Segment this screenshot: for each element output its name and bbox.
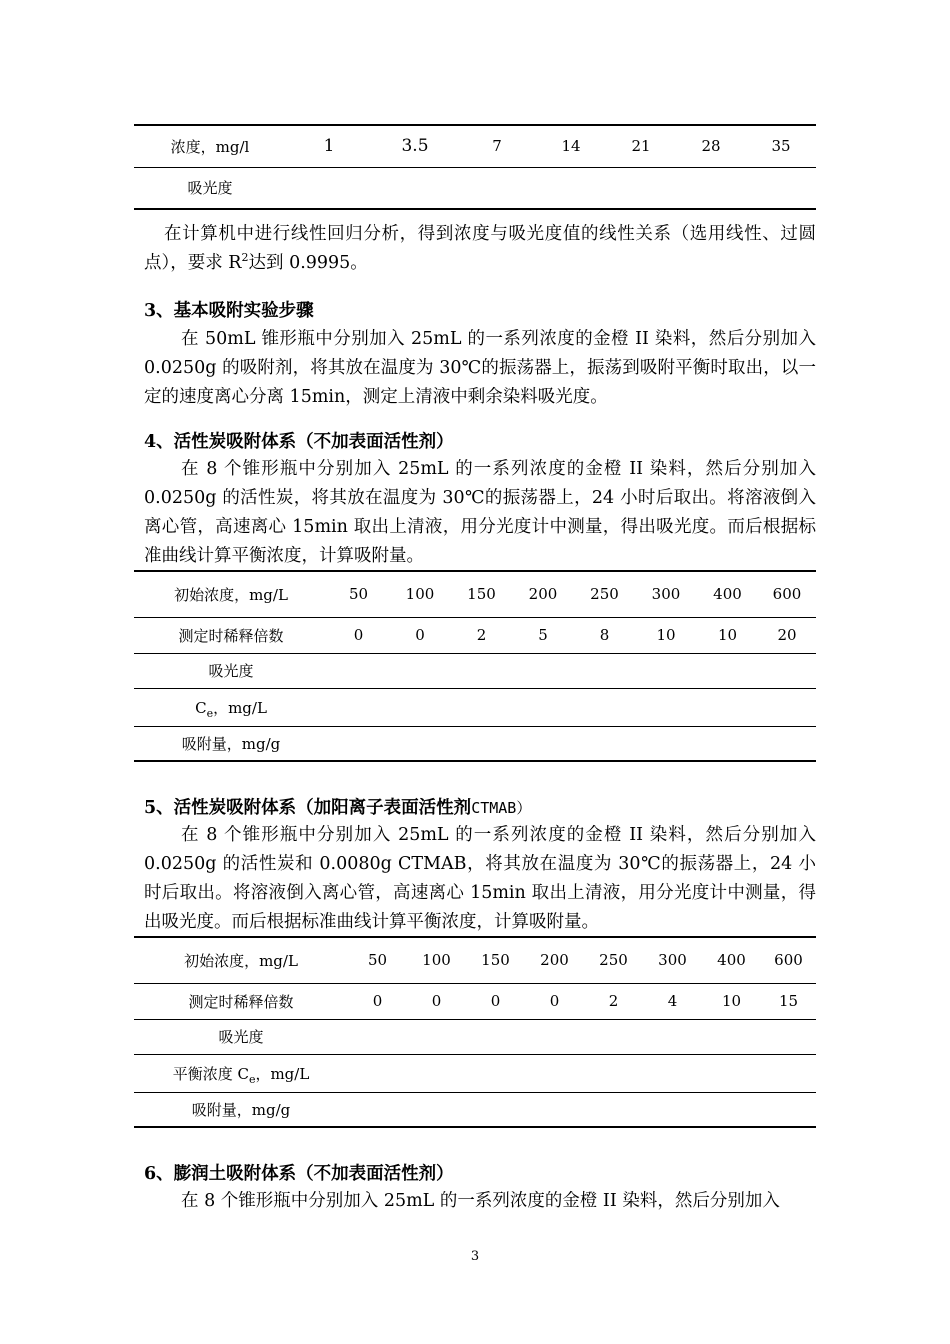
table-cell: 5	[512, 617, 574, 653]
table-cell: 15	[761, 983, 816, 1019]
table-cell: 150	[466, 937, 525, 983]
table-cell: 50	[348, 937, 407, 983]
section-4-text: 在 8 个锥形瓶中分别加入 25mL 的一系列浓度的金橙 II 染料，然后分别加入 0.0250g 的活性炭，将其放在温度为 30℃的振荡器上，24 小时后取出。将溶液倒入离心管，高速离心 15min 取出上清液，用分光度计中测量，得出吸光度。而后根据标准曲线计算平衡浓度，计算吸附量。	[144, 459, 816, 566]
section-3-text: 在 50mL 锥形瓶中分别加入 25mL 的一系列浓度的金橙 II 染料，然后分别加入 0.0250g 的吸附剂，将其放在温度为 30℃的振荡器上，振荡到吸附平衡时取出，以一定的速度离心分离 15min，测定上清液中剩余染料吸光度。	[144, 329, 816, 407]
page-number: 3	[470, 1249, 480, 1264]
table-cell: 200	[525, 937, 584, 983]
dilution-factor-label: 测定时稀释倍数	[134, 617, 328, 653]
table-cell: 2	[584, 983, 643, 1019]
table-cell: 250	[574, 571, 635, 617]
calibration-table	[134, 124, 816, 210]
section-5-text: 在 8 个锥形瓶中分别加入 25mL 的一系列浓度的金橙 II 染料，然后分别加入 0.0250g 的活性炭和 0.0080g CTMAB，将其放在温度为 30℃的振荡器上，24 小时后取出。将溶液倒入离心管，高速离心 15min 取出上清液，用分光度计中测量，得出吸光度。而后根据标准曲线计算平衡浓度，计算吸附量。	[144, 825, 816, 932]
section-3-paragraph	[144, 325, 816, 412]
table-cell: 10	[635, 617, 697, 653]
absorbance-label: 吸光度	[134, 167, 286, 209]
equilibrium-concentration-label: 平衡浓度 $C_e$，mg/L	[134, 1054, 348, 1092]
concentration-header: 浓度，mg/l	[134, 125, 286, 167]
table-cell: 400	[697, 571, 758, 617]
table-cell: 7	[458, 125, 536, 167]
table-cell: 100	[389, 571, 451, 617]
section-5-paragraph	[144, 821, 816, 937]
absorbance-label: 吸光度	[134, 653, 328, 688]
absorbance-label: 吸光度	[134, 1019, 348, 1054]
table-cell: 28	[676, 125, 746, 167]
section-6-paragraph	[144, 1187, 816, 1216]
ctmab-carbon-table	[134, 936, 816, 1128]
adsorption-capacity-label: 吸附量，mg/g	[134, 1092, 348, 1127]
section-5-heading: 5、活性炭吸附体系（加阳离子表面活性剂CTMAB）	[144, 798, 532, 818]
table-cell: 21	[606, 125, 676, 167]
r-squared-superscript: 2	[241, 251, 249, 265]
initial-concentration-label: 初始浓度，mg/L	[134, 571, 328, 617]
table-cell: 200	[512, 571, 574, 617]
initial-concentration-label: 初始浓度，mg/L	[134, 937, 348, 983]
table-cell: 300	[643, 937, 702, 983]
table-cell: 20	[758, 617, 816, 653]
section-4-paragraph	[144, 455, 816, 571]
table-cell: 8	[574, 617, 635, 653]
table-cell: 150	[451, 571, 512, 617]
table-cell: 100	[407, 937, 466, 983]
table-cell: 10	[702, 983, 761, 1019]
regression-paragraph	[144, 220, 816, 278]
table-cell: 2	[451, 617, 512, 653]
adsorption-capacity-label: 吸附量，mg/g	[134, 726, 328, 761]
table-cell: 1	[286, 125, 372, 167]
table-cell: 400	[702, 937, 761, 983]
table-cell: 600	[758, 571, 816, 617]
table-cell: 35	[746, 125, 816, 167]
equilibrium-concentration-label: $C_e$，mg/L	[134, 688, 328, 726]
table-cell: 50	[328, 571, 389, 617]
table-cell: 0	[348, 983, 407, 1019]
table-cell: 250	[584, 937, 643, 983]
table-cell: 0	[466, 983, 525, 1019]
section-6-heading: 6、膨润土吸附体系（不加表面活性剂）	[144, 1164, 454, 1184]
table-cell: 4	[643, 983, 702, 1019]
dilution-factor-label: 测定时稀释倍数	[134, 983, 348, 1019]
table-cell: 3.5	[372, 125, 458, 167]
table-cell: 10	[697, 617, 758, 653]
table-cell: 0	[328, 617, 389, 653]
table-cell: 14	[536, 125, 606, 167]
regression-text-end: 达到 0.9995。	[248, 253, 368, 273]
regression-text: 在计算机中进行线性回归分析，得到浓度与吸光度值的线性关系（选用线性、过圆点），要求 R	[144, 224, 816, 273]
table-cell: 0	[407, 983, 466, 1019]
table-cell: 0	[525, 983, 584, 1019]
section-4-heading: 4、活性炭吸附体系（不加表面活性剂）	[144, 432, 454, 452]
section-3-heading: 3、基本吸附实验步骤	[144, 301, 314, 321]
section-6-text: 在 8 个锥形瓶中分别加入 25mL 的一系列浓度的金橙 II 染料，然后分别加入	[181, 1191, 780, 1211]
table-cell: 0	[389, 617, 451, 653]
table-cell: 600	[761, 937, 816, 983]
activated-carbon-table	[134, 570, 816, 762]
table-cell: 300	[635, 571, 697, 617]
